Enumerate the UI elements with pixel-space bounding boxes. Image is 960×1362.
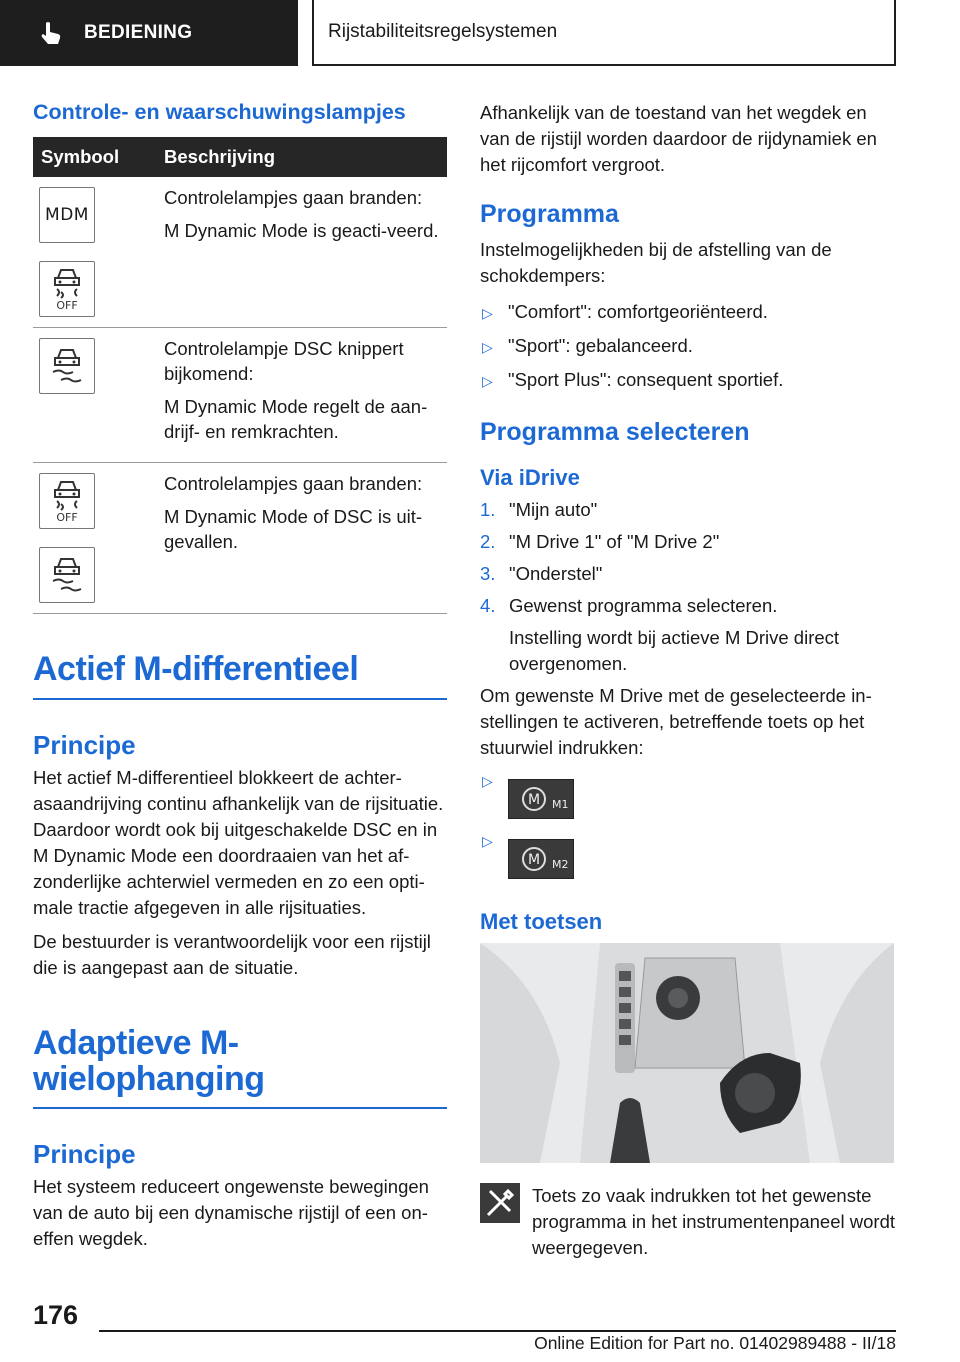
dsc-off-icon [39, 261, 95, 317]
list-item: 2. "M Drive 1" of "M Drive 2" [480, 531, 720, 552]
dsc-warning-icon [39, 547, 95, 603]
diff-title: Actief M-differentieel [33, 650, 447, 700]
list-item: 3. "Onderstel" [480, 563, 603, 584]
list-item: 4. Gewenst programma selecteren. [480, 595, 778, 616]
row-1-line-2: M Dynamic Mode is geacti-veerd. [164, 220, 439, 241]
hand-icon [40, 21, 62, 45]
suspension-title: Adaptieve M-wielophanging [33, 1025, 447, 1109]
list-item [480, 773, 896, 819]
diff-paragraph-2: De bestuurder is verantwoordelijk voor een rijstijl die is aangepast aan de situatie. [33, 931, 431, 978]
right-column [480, 100, 896, 1261]
row-3-line-1: Controlelampjes gaan branden: [164, 473, 423, 494]
tools-icon [480, 1183, 520, 1223]
table-row [33, 463, 447, 614]
step-4-note: Instelling wordt bij actieve M Drive direct overgenomen. [509, 627, 840, 674]
note [480, 1183, 896, 1261]
triangle-bullet-icon: ▷ [482, 773, 493, 789]
programma-heading: Programma [480, 200, 619, 228]
mdm-indicator-icon: MDM [39, 187, 95, 243]
symbol-table [33, 137, 447, 614]
table-row [33, 328, 447, 463]
triangle-bullet-icon: ▷ [482, 339, 493, 355]
svg-text:M: M [527, 852, 541, 868]
dsc-off-icon [39, 473, 95, 529]
svg-text:M: M [527, 792, 541, 808]
list-item: 1. "Mijn auto" [480, 499, 598, 520]
triangle-bullet-icon: ▷ [482, 373, 493, 389]
activate-text: Om gewenste M Drive met de geselecteerde in-stellingen te activeren, betreffende toets op het stuurwiel indrukken: [480, 685, 872, 758]
row-3-line-2: M Dynamic Mode of DSC is uit-gevallen. [164, 506, 423, 552]
diff-paragraph-1: Het actief M-differentieel blokkeert de achter-asaandrijving continu afhankelijk van de rijsituatie. Daardoor wordt ook bij uitgeschakelde DSC en in M Dynamic Mode een doordraaien van het af-zonderlijke achterwiel vermeden en zo een opti-male tractie afgegeven in alle rijsituaties. [33, 767, 444, 918]
table-title: Controle- en waarschuwingslampjes [33, 100, 406, 124]
list-item [480, 833, 896, 879]
svg-text:OFF: OFF [56, 511, 78, 524]
suspension-principle-heading: Principe [33, 1139, 136, 1169]
header-section-tab [0, 0, 298, 66]
dsc-blinking-icon [39, 338, 95, 394]
note-text: Toets zo vaak indrukken tot het gewenste programma in het instrumentenpaneel wordt weergegeven. [532, 1185, 895, 1258]
row-1-line-1: Controlelampjes gaan branden: [164, 187, 423, 208]
idrive-heading: Via iDrive [480, 465, 580, 490]
page-number: 176 [33, 1300, 79, 1330]
m1-button-icon [508, 779, 574, 819]
header-chapter [312, 0, 896, 66]
left-column [33, 100, 447, 1252]
table-header-symbol: Symbool [33, 137, 160, 177]
m2-button-icon [508, 839, 574, 879]
header-chapter-label: Rijstabiliteitsregelsystemen [328, 21, 558, 42]
svg-text:OFF: OFF [56, 299, 78, 312]
keys-heading: Met toetsen [480, 909, 603, 934]
intro-paragraph: Afhankelijk van de toestand van het wegdek en van de rijstijl worden daardoor de rijdynamiek en het rijcomfort vergroot. [480, 102, 877, 175]
header-section-label: BEDIENING [84, 22, 193, 43]
diff-principle-heading: Principe [33, 730, 136, 760]
list-item: ▷ "Sport Plus": consequent sportief. [480, 367, 896, 394]
center-console-image [480, 943, 894, 1163]
row-2-line-2: M Dynamic Mode regelt de aan-drijf- en remkrachten. [164, 396, 428, 442]
triangle-bullet-icon: ▷ [482, 305, 493, 321]
svg-text:M1: M1 [552, 798, 569, 811]
table-row [33, 177, 447, 328]
programma-text: Instelmogelijkheden bij de afstelling van de schokdempers: [480, 239, 832, 286]
row-2-line-1: Controlelampje DSC knippert bijkomend: [164, 338, 404, 384]
footer-edition: Online Edition for Part no. 01402989488 - II/18 [534, 1333, 896, 1353]
suspension-paragraph: Het systeem reduceert ongewenste bewegingen van de auto bij een dynamische rijstijl of een on-effen wegdek. [33, 1176, 429, 1249]
svg-text:M2: M2 [552, 858, 569, 871]
list-item: ▷ "Comfort": comfortgeoriënteerd. [480, 299, 896, 326]
footer-rule [99, 1330, 896, 1332]
triangle-bullet-icon: ▷ [482, 833, 493, 849]
list-item: ▷ "Sport": gebalanceerd. [480, 333, 896, 360]
table-header-description: Beschrijving [160, 137, 447, 177]
select-heading: Programma selecteren [480, 418, 750, 446]
